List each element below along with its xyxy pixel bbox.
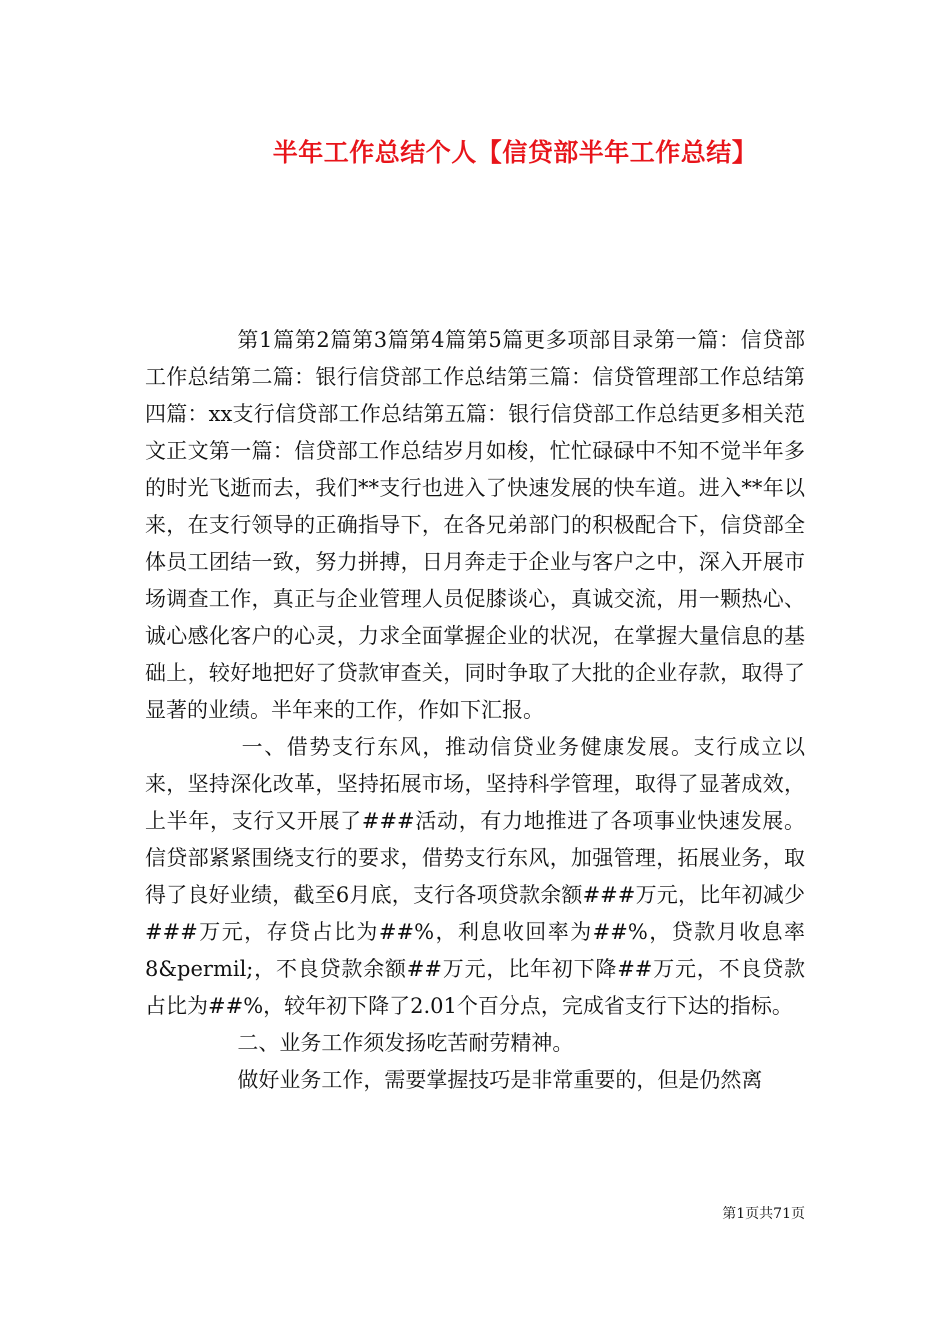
paragraph-section-1: 一、借势支行东风，推动信贷业务健康发展。支行成立以来，坚持深化改革，坚持拓展市场，坚持科学管理，取得了显著成效，上半年，支行又开展了###活动，有力地推进了各项事业快速发展。信贷部紧紧围绕支行的要求，借势支行东风，加强管理，拓展业务，取得了良好业绩，截至6月底，支行各项贷款余额###万元，比年初减少###万元，存贷占比为##%，利息收回率为##%，贷款月收息率8&permil;，不良贷款余额##万元，比年初下降##万元，不良贷款占比为##%，较年初下降了2.01个百分点，完成省支行下达的指标。 [145,735,805,1018]
document-body [145,322,805,1099]
paragraph-section-2-body: 做好业务工作，需要掌握技巧是非常重要的，但是仍然离 [237,1068,763,1092]
paragraph-intro: 第1篇第2篇第3篇第4篇第5篇更多项部目录第一篇：信贷部工作总结第二篇：银行信贷部工作总结第三篇：信贷管理部工作总结第四篇：xx支行信贷部工作总结第五篇：银行信贷部工作总结更多相关范文正文第一篇：信贷部工作总结岁月如梭，忙忙碌碌中不知不觉半年多的时光飞逝而去，我们**支行也进入了快速发展的快车道。进入**年以来，在支行领导的正确指导下，在各兄弟部门的积极配合下，信贷部全体员工团结一致，努力拼搏，日月奔走于企业与客户之中，深入开展市场调查工作，真正与企业管理人员促膝谈心，真诚交流，用一颗热心、诚心感化客户的心灵，力求全面掌握企业的状况，在掌握大量信息的基础上，较好地把好了贷款审查关，同时争取了大批的企业存款，取得了显著的业绩。半年来的工作，作如下汇报。 [145,328,805,722]
paragraph-section-2-heading: 二、业务工作须发扬吃苦耐劳精神。 [237,1031,574,1055]
page-indicator: 第1页共71页 [722,1206,805,1222]
document-title: 半年工作总结个人【信贷部半年工作总结】 [272,138,758,167]
